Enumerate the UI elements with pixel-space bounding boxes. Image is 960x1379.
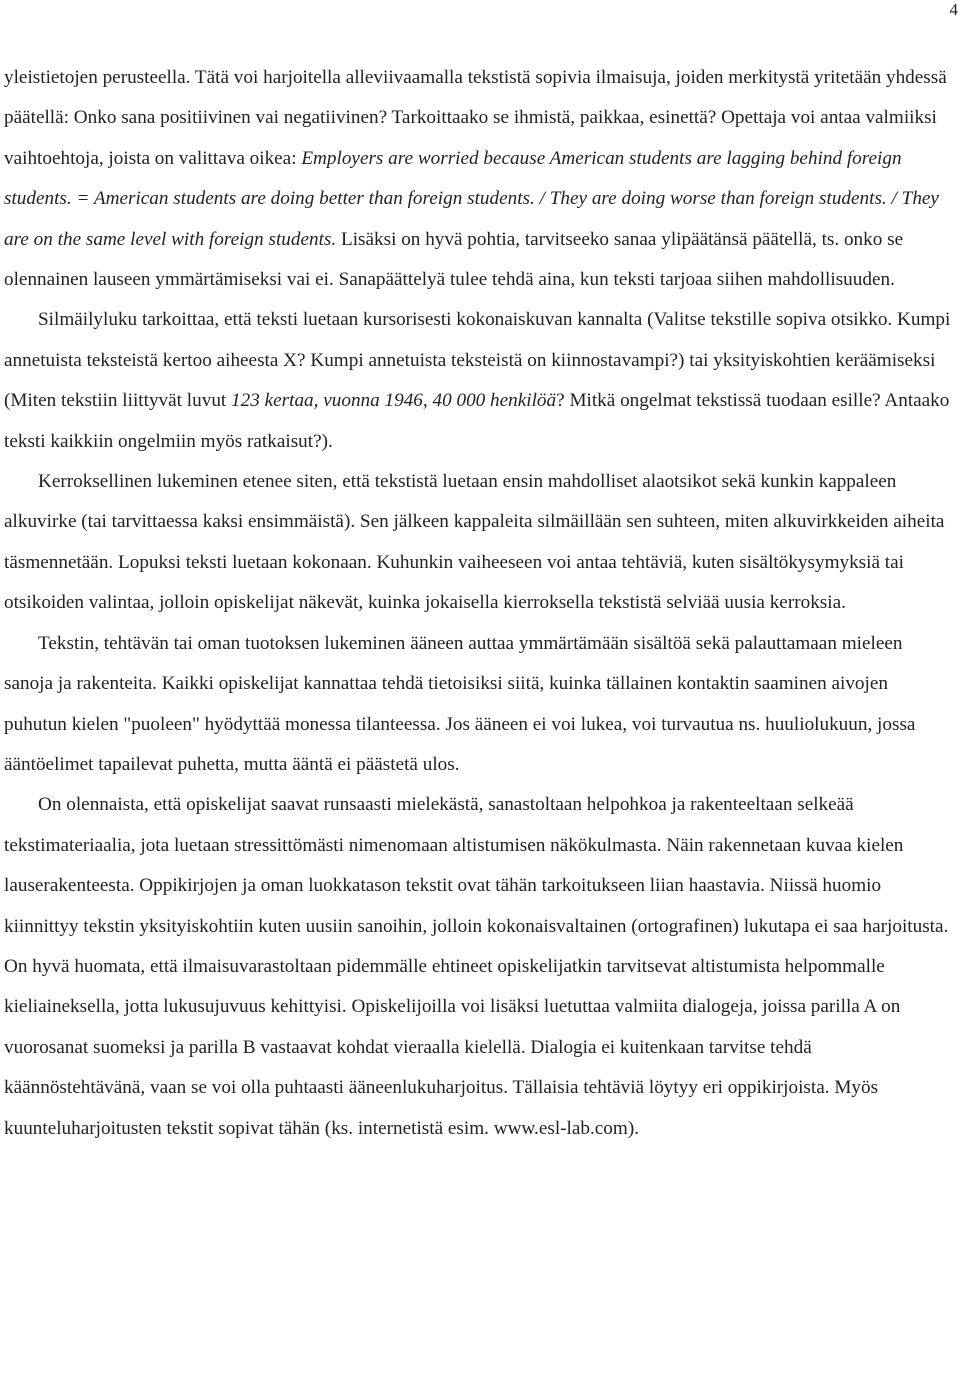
paragraph-3-run-1: Kerroksellinen lukeminen etenee siten, että tekstistä luetaan ensin mahdolliset alaotsikot sekä kunkin kappaleen alkuvirke (tai tarvittaessa kaksi ensimmäistä). Sen jälkeen kappaleita silmäillään sen suhteen, miten alkuvirkkeiden aiheita täsmennetään. Lopuksi teksti luetaan kokonaan. Kuhunkin vaiheeseen voi antaa tehtäviä, kuten sisältökysymyksiä tai otsikoiden valintaa, jolloin opiskelijat näkevät, kuinka jokaisella kierroksella tekstistä selviää uusia kerroksia. <box>4 471 945 614</box>
paragraph-2 <box>4 300 952 462</box>
paragraph-2-numbers-italic: 123 kertaa, vuonna 1946, 40 000 henkilöä <box>231 390 557 412</box>
document-body <box>4 58 952 1149</box>
paragraph-4-run-1: Tekstin, tehtävän tai oman tuotoksen lukeminen ääneen auttaa ymmärtämään sisältöä sekä palauttamaan mieleen sanoja ja rakenteita. Kaikki opiskelijat kannattaa tehdä tietoisiksi siitä, kuinka tällainen kontaktin saaminen aivojen puhutun kielen "puoleen" hyödyttää monessa tilanteessa. Jos ääneen ei voi lukea, voi turvautua ns. huuliolukuun, jossa ääntöelimet tapailevat puhetta, mutta ääntä ei päästetä ulos. <box>4 632 916 775</box>
page-number: 4 <box>949 0 958 19</box>
paragraph-1-run-3: Lisäksi on hyvä pohtia, tarvitseeko sanaa ylipäätänsä päätellä, ts. onko se olennainen lauseen ymmärtämiseksi vai ei. Sanapäättelyä tulee tehdä aina, kun teksti tarjoaa siihen mahdollisuuden. <box>4 228 904 291</box>
paragraph-2-run-3: ? Mitkä ongelmat tekstissä tuodaan esille? Antaako teksti kaikkiin ongelmiin myös ratkaisut?). <box>4 390 950 452</box>
paragraph-1 <box>4 58 952 300</box>
paragraph-5-run-1: On olennaista, että opiskelijat saavat runsaasti mielekästä, sanastoltaan helpohkoa ja rakenteeltaan selkeää tekstimateriaalia, jota luetaan stressittömästi nimenomaan altistumisen näkökulmasta. Näin rakennetaan kuvaa kielen lauserakenteesta. Oppikirjojen ja oman luokkatason tekstit ovat tähän tarkoitukseen liian haastavia. Niissä huomio kiinnittyy tekstin yksityiskohtiin kuten uusiin sanoihin, jolloin kokonaisvaltainen (ortografinen) lukutapa ei saa harjoitusta. On hyvä huomata, että ilmaisuvarastoltaan pidemmälle ehtineet opiskelijatkin tarvitsevat altistumista helpommalle kieliaineksella, jotta lukusujuvuus kehittyisi. Opiskelijoilla voi lisäksi luetuttaa valmiita dialogeja, joissa parilla A on vuorosanat suomeksi ja parilla B vastaavat kohdat vieraalla kielellä. Dialogia ei kuitenkaan tarvitse tehdä käännöstehtävänä, vaan se voi olla puhtaasti ääneenlukuharjoitus. Tällaisia tehtäviä löytyy eri oppikirjoista. Myös kuunteluharjoitusten tekstit sopivat tähän (ks. internetistä esim. www.esl-lab.com). <box>4 794 949 1139</box>
paragraph-1-run-1: yleistietojen perusteella. Tätä voi harjoitella alleviivaamalla tekstistä sopivia ilmaisuja, joiden merkitystä yritetään yhdessä päätellä: Onko sana positiivinen vai negatiivinen? Tarkoittaako se ihmistä, paikkaa, esinettä? Opettaja voi antaa valmiiksi vaihtoehtoja, joista on valittava oikea: <box>4 67 947 169</box>
paragraph-5 <box>4 785 952 1149</box>
paragraph-3 <box>4 462 952 624</box>
paragraph-4 <box>4 624 952 786</box>
paragraph-1-example-italic: Employers are worried because American students are lagging behind foreign students. = American students are doing better than foreign students. / They are doing worse than foreign students. / They are on the same level with foreign students. <box>4 147 939 250</box>
paragraph-2-run-1: Silmäilyluku tarkoittaa, että teksti luetaan kursorisesti kokonaiskuvan kannalta (Valitse tekstille sopiva otsikko. Kumpi annetuista teksteistä kertoo aiheesta X? Kumpi annetuista teksteistä on kiinnostavampi?) tai yksityiskohtien keräämiseksi (Miten tekstiin liittyvät luvut <box>4 309 951 412</box>
